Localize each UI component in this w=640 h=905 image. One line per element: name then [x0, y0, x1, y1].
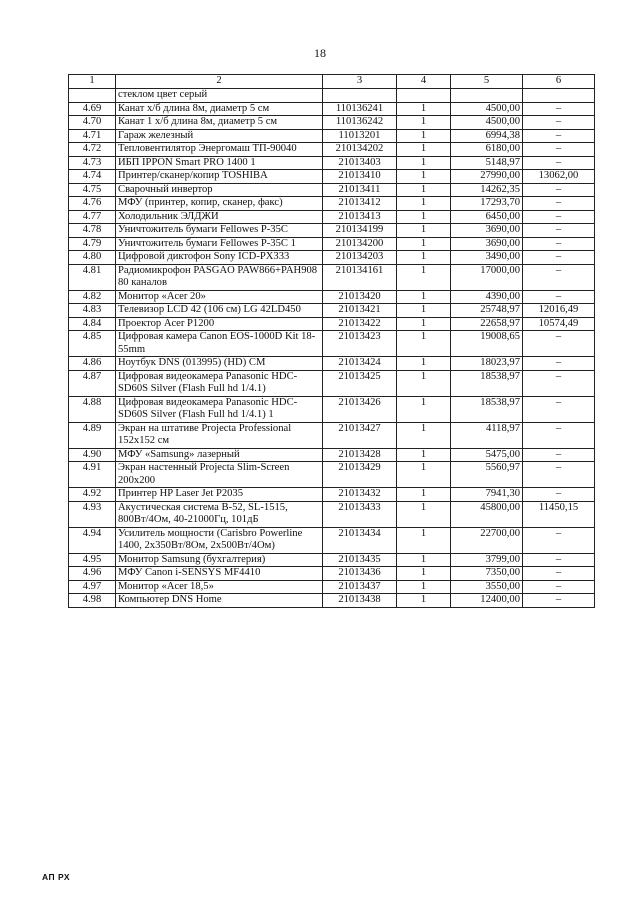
footer-mark: АП РХ	[42, 872, 71, 882]
price-cell: 4390,00	[451, 290, 523, 304]
item-name-cell: Цифровая камера Canon EOS-1000D Kit 18-55mm	[116, 331, 323, 357]
price-cell: 18538,97	[451, 396, 523, 422]
item-name-cell: Тепловентилятор Энергомаш ТП-90040	[116, 143, 323, 157]
residual-value-cell: 11450,15	[523, 501, 595, 527]
price-cell: 19008,65	[451, 331, 523, 357]
quantity-cell: 1	[397, 357, 451, 371]
item-name-cell: Экран на штативе Projecta Professional 152х152 см	[116, 422, 323, 448]
quantity-cell: 1	[397, 396, 451, 422]
price-cell: 17000,00	[451, 264, 523, 290]
price-cell: 4500,00	[451, 102, 523, 116]
row-number-cell: 4.91	[69, 462, 116, 488]
table-row	[69, 331, 595, 357]
inventory-code-cell: 21013429	[323, 462, 397, 488]
column-header: 6	[523, 75, 595, 89]
row-number-cell: 4.81	[69, 264, 116, 290]
inventory-code-cell: 21013420	[323, 290, 397, 304]
row-number-cell: 4.76	[69, 197, 116, 211]
row-number-cell: 4.97	[69, 580, 116, 594]
price-cell: 4500,00	[451, 116, 523, 130]
item-name-cell: Ноутбук DNS (013995) (HD) CM	[116, 357, 323, 371]
price-cell: 5475,00	[451, 448, 523, 462]
table-row	[69, 553, 595, 567]
row-number-cell: 4.86	[69, 357, 116, 371]
table-row	[69, 567, 595, 581]
table-header-row	[69, 75, 595, 89]
inventory-code-cell: 21013410	[323, 170, 397, 184]
price-cell: 3799,00	[451, 553, 523, 567]
row-number-cell: 4.98	[69, 594, 116, 608]
inventory-code-cell: 21013421	[323, 304, 397, 318]
table-row	[69, 501, 595, 527]
item-name-cell: Уничтожитель бумаги Fellowes Р-35С	[116, 224, 323, 238]
page-number: 18	[314, 46, 326, 60]
row-number-cell: 4.73	[69, 156, 116, 170]
table-row	[69, 304, 595, 318]
quantity-cell: 1	[397, 129, 451, 143]
price-cell: 3690,00	[451, 237, 523, 251]
residual-value-cell: 12016,49	[523, 304, 595, 318]
item-name-cell: стеклом цвет серый	[116, 89, 323, 103]
quantity-cell: 1	[397, 501, 451, 527]
quantity-cell: 1	[397, 527, 451, 553]
price-cell: 5560,97	[451, 462, 523, 488]
item-name-cell: Усилитель мощности (Carisbro Powerline 1400, 2х350Вт/8Ом, 2х500Вт/4Ом)	[116, 527, 323, 553]
residual-value-cell	[523, 89, 595, 103]
item-name-cell: Монитор «Acer 20»	[116, 290, 323, 304]
item-name-cell: Гараж железный	[116, 129, 323, 143]
item-name-cell: МФУ Canon i-SENSYS MF4410	[116, 567, 323, 581]
price-cell: 25748,97	[451, 304, 523, 318]
row-number-cell: 4.72	[69, 143, 116, 157]
row-number-cell: 4.94	[69, 527, 116, 553]
table-row	[69, 527, 595, 553]
residual-value-cell: –	[523, 264, 595, 290]
inventory-code-cell: 11013201	[323, 129, 397, 143]
inventory-code-cell: 21013438	[323, 594, 397, 608]
inventory-code-cell: 21013433	[323, 501, 397, 527]
row-number-cell: 4.85	[69, 331, 116, 357]
row-number-cell: 4.90	[69, 448, 116, 462]
row-number-cell: 4.78	[69, 224, 116, 238]
residual-value-cell: –	[523, 488, 595, 502]
row-number-cell: 4.70	[69, 116, 116, 130]
table-row	[69, 210, 595, 224]
item-name-cell: МФУ (принтер, копир, сканер, факс)	[116, 197, 323, 211]
table-row	[69, 290, 595, 304]
item-name-cell: Компьютер DNS Home	[116, 594, 323, 608]
quantity-cell: 1	[397, 170, 451, 184]
residual-value-cell: 10574,49	[523, 317, 595, 331]
item-name-cell: Монитор «Acer 18,5»	[116, 580, 323, 594]
residual-value-cell: –	[523, 183, 595, 197]
quantity-cell: 1	[397, 448, 451, 462]
price-cell: 7350,00	[451, 567, 523, 581]
quantity-cell: 1	[397, 102, 451, 116]
quantity-cell: 1	[397, 156, 451, 170]
table-row	[69, 224, 595, 238]
row-number-cell	[69, 89, 116, 103]
inventory-code-cell: 21013437	[323, 580, 397, 594]
column-header: 1	[69, 75, 116, 89]
inventory-code-cell: 21013413	[323, 210, 397, 224]
column-header: 3	[323, 75, 397, 89]
price-cell: 6450,00	[451, 210, 523, 224]
quantity-cell: 1	[397, 224, 451, 238]
residual-value-cell: –	[523, 580, 595, 594]
residual-value-cell: –	[523, 116, 595, 130]
table-row	[69, 102, 595, 116]
residual-value-cell: –	[523, 102, 595, 116]
table-row	[69, 116, 595, 130]
table-row	[69, 594, 595, 608]
quantity-cell: 1	[397, 462, 451, 488]
quantity-cell: 1	[397, 317, 451, 331]
row-number-cell: 4.80	[69, 251, 116, 265]
residual-value-cell: –	[523, 290, 595, 304]
column-header: 5	[451, 75, 523, 89]
table-row	[69, 448, 595, 462]
row-number-cell: 4.93	[69, 501, 116, 527]
quantity-cell: 1	[397, 251, 451, 265]
residual-value-cell: –	[523, 197, 595, 211]
item-name-cell: Принтер/сканер/копир TOSHIBA	[116, 170, 323, 184]
inventory-code-cell: 210134200	[323, 237, 397, 251]
quantity-cell: 1	[397, 331, 451, 357]
column-header: 2	[116, 75, 323, 89]
table-row	[69, 370, 595, 396]
residual-value-cell: –	[523, 143, 595, 157]
table-row	[69, 183, 595, 197]
residual-value-cell: –	[523, 370, 595, 396]
row-number-cell: 4.87	[69, 370, 116, 396]
quantity-cell: 1	[397, 237, 451, 251]
item-name-cell: Холодильник ЭЛДЖИ	[116, 210, 323, 224]
inventory-code-cell: 210134199	[323, 224, 397, 238]
inventory-code-cell: 21013426	[323, 396, 397, 422]
inventory-code-cell	[323, 89, 397, 103]
item-name-cell: Акустическая система B-52, SL-1515, 800Вт/4Ом, 40-21000Гц, 101дБ	[116, 501, 323, 527]
table-row	[69, 396, 595, 422]
item-name-cell: Экран настенный Projecta Slim-Screen 200х200	[116, 462, 323, 488]
table-row	[69, 89, 595, 103]
table-row	[69, 170, 595, 184]
price-cell: 6180,00	[451, 143, 523, 157]
price-cell: 3550,00	[451, 580, 523, 594]
inventory-code-cell: 21013436	[323, 567, 397, 581]
residual-value-cell: –	[523, 129, 595, 143]
inventory-code-cell: 21013432	[323, 488, 397, 502]
price-cell: 5148,97	[451, 156, 523, 170]
inventory-code-cell: 21013423	[323, 331, 397, 357]
price-cell: 3690,00	[451, 224, 523, 238]
inventory-code-cell: 21013435	[323, 553, 397, 567]
quantity-cell: 1	[397, 567, 451, 581]
table-row	[69, 197, 595, 211]
residual-value-cell: –	[523, 422, 595, 448]
row-number-cell: 4.82	[69, 290, 116, 304]
price-cell	[451, 89, 523, 103]
item-name-cell: МФУ «Samsung» лазерный	[116, 448, 323, 462]
item-name-cell: ИБП IPPON Smart PRO 1400 1	[116, 156, 323, 170]
price-cell: 14262,35	[451, 183, 523, 197]
inventory-code-cell: 21013411	[323, 183, 397, 197]
row-number-cell: 4.74	[69, 170, 116, 184]
row-number-cell: 4.88	[69, 396, 116, 422]
inventory-code-cell: 21013424	[323, 357, 397, 371]
table-row	[69, 156, 595, 170]
residual-value-cell: –	[523, 527, 595, 553]
row-number-cell: 4.83	[69, 304, 116, 318]
inventory-code-cell: 110136242	[323, 116, 397, 130]
row-number-cell: 4.89	[69, 422, 116, 448]
price-cell: 17293,70	[451, 197, 523, 211]
quantity-cell: 1	[397, 116, 451, 130]
item-name-cell: Принтер HP Laser Jet P2035	[116, 488, 323, 502]
price-cell: 22700,00	[451, 527, 523, 553]
inventory-code-cell: 210134161	[323, 264, 397, 290]
row-number-cell: 4.77	[69, 210, 116, 224]
row-number-cell: 4.71	[69, 129, 116, 143]
table-row	[69, 462, 595, 488]
residual-value-cell: –	[523, 567, 595, 581]
item-name-cell: Цифровая видеокамера Panasonic HDC-SD60S Silver (Flash Full hd 1/4.1) 1	[116, 396, 323, 422]
table-row	[69, 264, 595, 290]
item-name-cell: Канат х/б длина 8м, диаметр 5 см	[116, 102, 323, 116]
item-name-cell: Сварочный инвертор	[116, 183, 323, 197]
quantity-cell: 1	[397, 370, 451, 396]
residual-value-cell: –	[523, 156, 595, 170]
item-name-cell: Телевизор LCD 42 (106 см) LG 42LD450	[116, 304, 323, 318]
price-cell: 22658,97	[451, 317, 523, 331]
quantity-cell: 1	[397, 210, 451, 224]
price-cell: 7941,30	[451, 488, 523, 502]
row-number-cell: 4.84	[69, 317, 116, 331]
table-row	[69, 422, 595, 448]
table-row	[69, 317, 595, 331]
inventory-code-cell: 21013412	[323, 197, 397, 211]
price-cell: 6994,38	[451, 129, 523, 143]
inventory-code-cell: 21013403	[323, 156, 397, 170]
quantity-cell: 1	[397, 304, 451, 318]
quantity-cell: 1	[397, 580, 451, 594]
row-number-cell: 4.95	[69, 553, 116, 567]
table-row	[69, 143, 595, 157]
table-row	[69, 580, 595, 594]
price-cell: 45800,00	[451, 501, 523, 527]
residual-value-cell: –	[523, 396, 595, 422]
row-number-cell: 4.75	[69, 183, 116, 197]
table-row	[69, 357, 595, 371]
quantity-cell: 1	[397, 264, 451, 290]
row-number-cell: 4.79	[69, 237, 116, 251]
quantity-cell: 1	[397, 422, 451, 448]
inventory-code-cell: 21013434	[323, 527, 397, 553]
price-cell: 18538,97	[451, 370, 523, 396]
row-number-cell: 4.92	[69, 488, 116, 502]
quantity-cell: 1	[397, 290, 451, 304]
table-row	[69, 251, 595, 265]
inventory-code-cell: 210134203	[323, 251, 397, 265]
inventory-code-cell: 110136241	[323, 102, 397, 116]
residual-value-cell: 13062,00	[523, 170, 595, 184]
residual-value-cell: –	[523, 210, 595, 224]
column-header: 4	[397, 75, 451, 89]
item-name-cell: Монитор Samsung (бухгалтерия)	[116, 553, 323, 567]
residual-value-cell: –	[523, 357, 595, 371]
quantity-cell: 1	[397, 594, 451, 608]
item-name-cell: Радиомикрофон PASGAO PAW866+PAH908 80 каналов	[116, 264, 323, 290]
residual-value-cell: –	[523, 237, 595, 251]
inventory-code-cell: 210134202	[323, 143, 397, 157]
residual-value-cell: –	[523, 553, 595, 567]
price-cell: 12400,00	[451, 594, 523, 608]
row-number-cell: 4.96	[69, 567, 116, 581]
residual-value-cell: –	[523, 331, 595, 357]
inventory-code-cell: 21013428	[323, 448, 397, 462]
item-name-cell: Цифровой диктофон Sony ICD-PX333	[116, 251, 323, 265]
residual-value-cell: –	[523, 448, 595, 462]
residual-value-cell: –	[523, 462, 595, 488]
price-cell: 3490,00	[451, 251, 523, 265]
table-row	[69, 237, 595, 251]
item-name-cell: Уничтожитель бумаги Fellowes Р-35С 1	[116, 237, 323, 251]
row-number-cell: 4.69	[69, 102, 116, 116]
quantity-cell: 1	[397, 488, 451, 502]
inventory-code-cell: 21013425	[323, 370, 397, 396]
inventory-code-cell: 21013427	[323, 422, 397, 448]
price-cell: 18023,97	[451, 357, 523, 371]
residual-value-cell: –	[523, 224, 595, 238]
residual-value-cell: –	[523, 594, 595, 608]
quantity-cell	[397, 89, 451, 103]
quantity-cell: 1	[397, 143, 451, 157]
item-name-cell: Канат 1 х/б длина 8м, диаметр 5 см	[116, 116, 323, 130]
inventory-table	[68, 74, 595, 608]
table-row	[69, 488, 595, 502]
price-cell: 4118,97	[451, 422, 523, 448]
quantity-cell: 1	[397, 183, 451, 197]
residual-value-cell: –	[523, 251, 595, 265]
item-name-cell: Цифровая видеокамера Panasonic HDC-SD60S Silver (Flash Full hd 1/4.1)	[116, 370, 323, 396]
item-name-cell: Проектор Acer P1200	[116, 317, 323, 331]
quantity-cell: 1	[397, 553, 451, 567]
quantity-cell: 1	[397, 197, 451, 211]
inventory-code-cell: 21013422	[323, 317, 397, 331]
table-row	[69, 129, 595, 143]
price-cell: 27990,00	[451, 170, 523, 184]
